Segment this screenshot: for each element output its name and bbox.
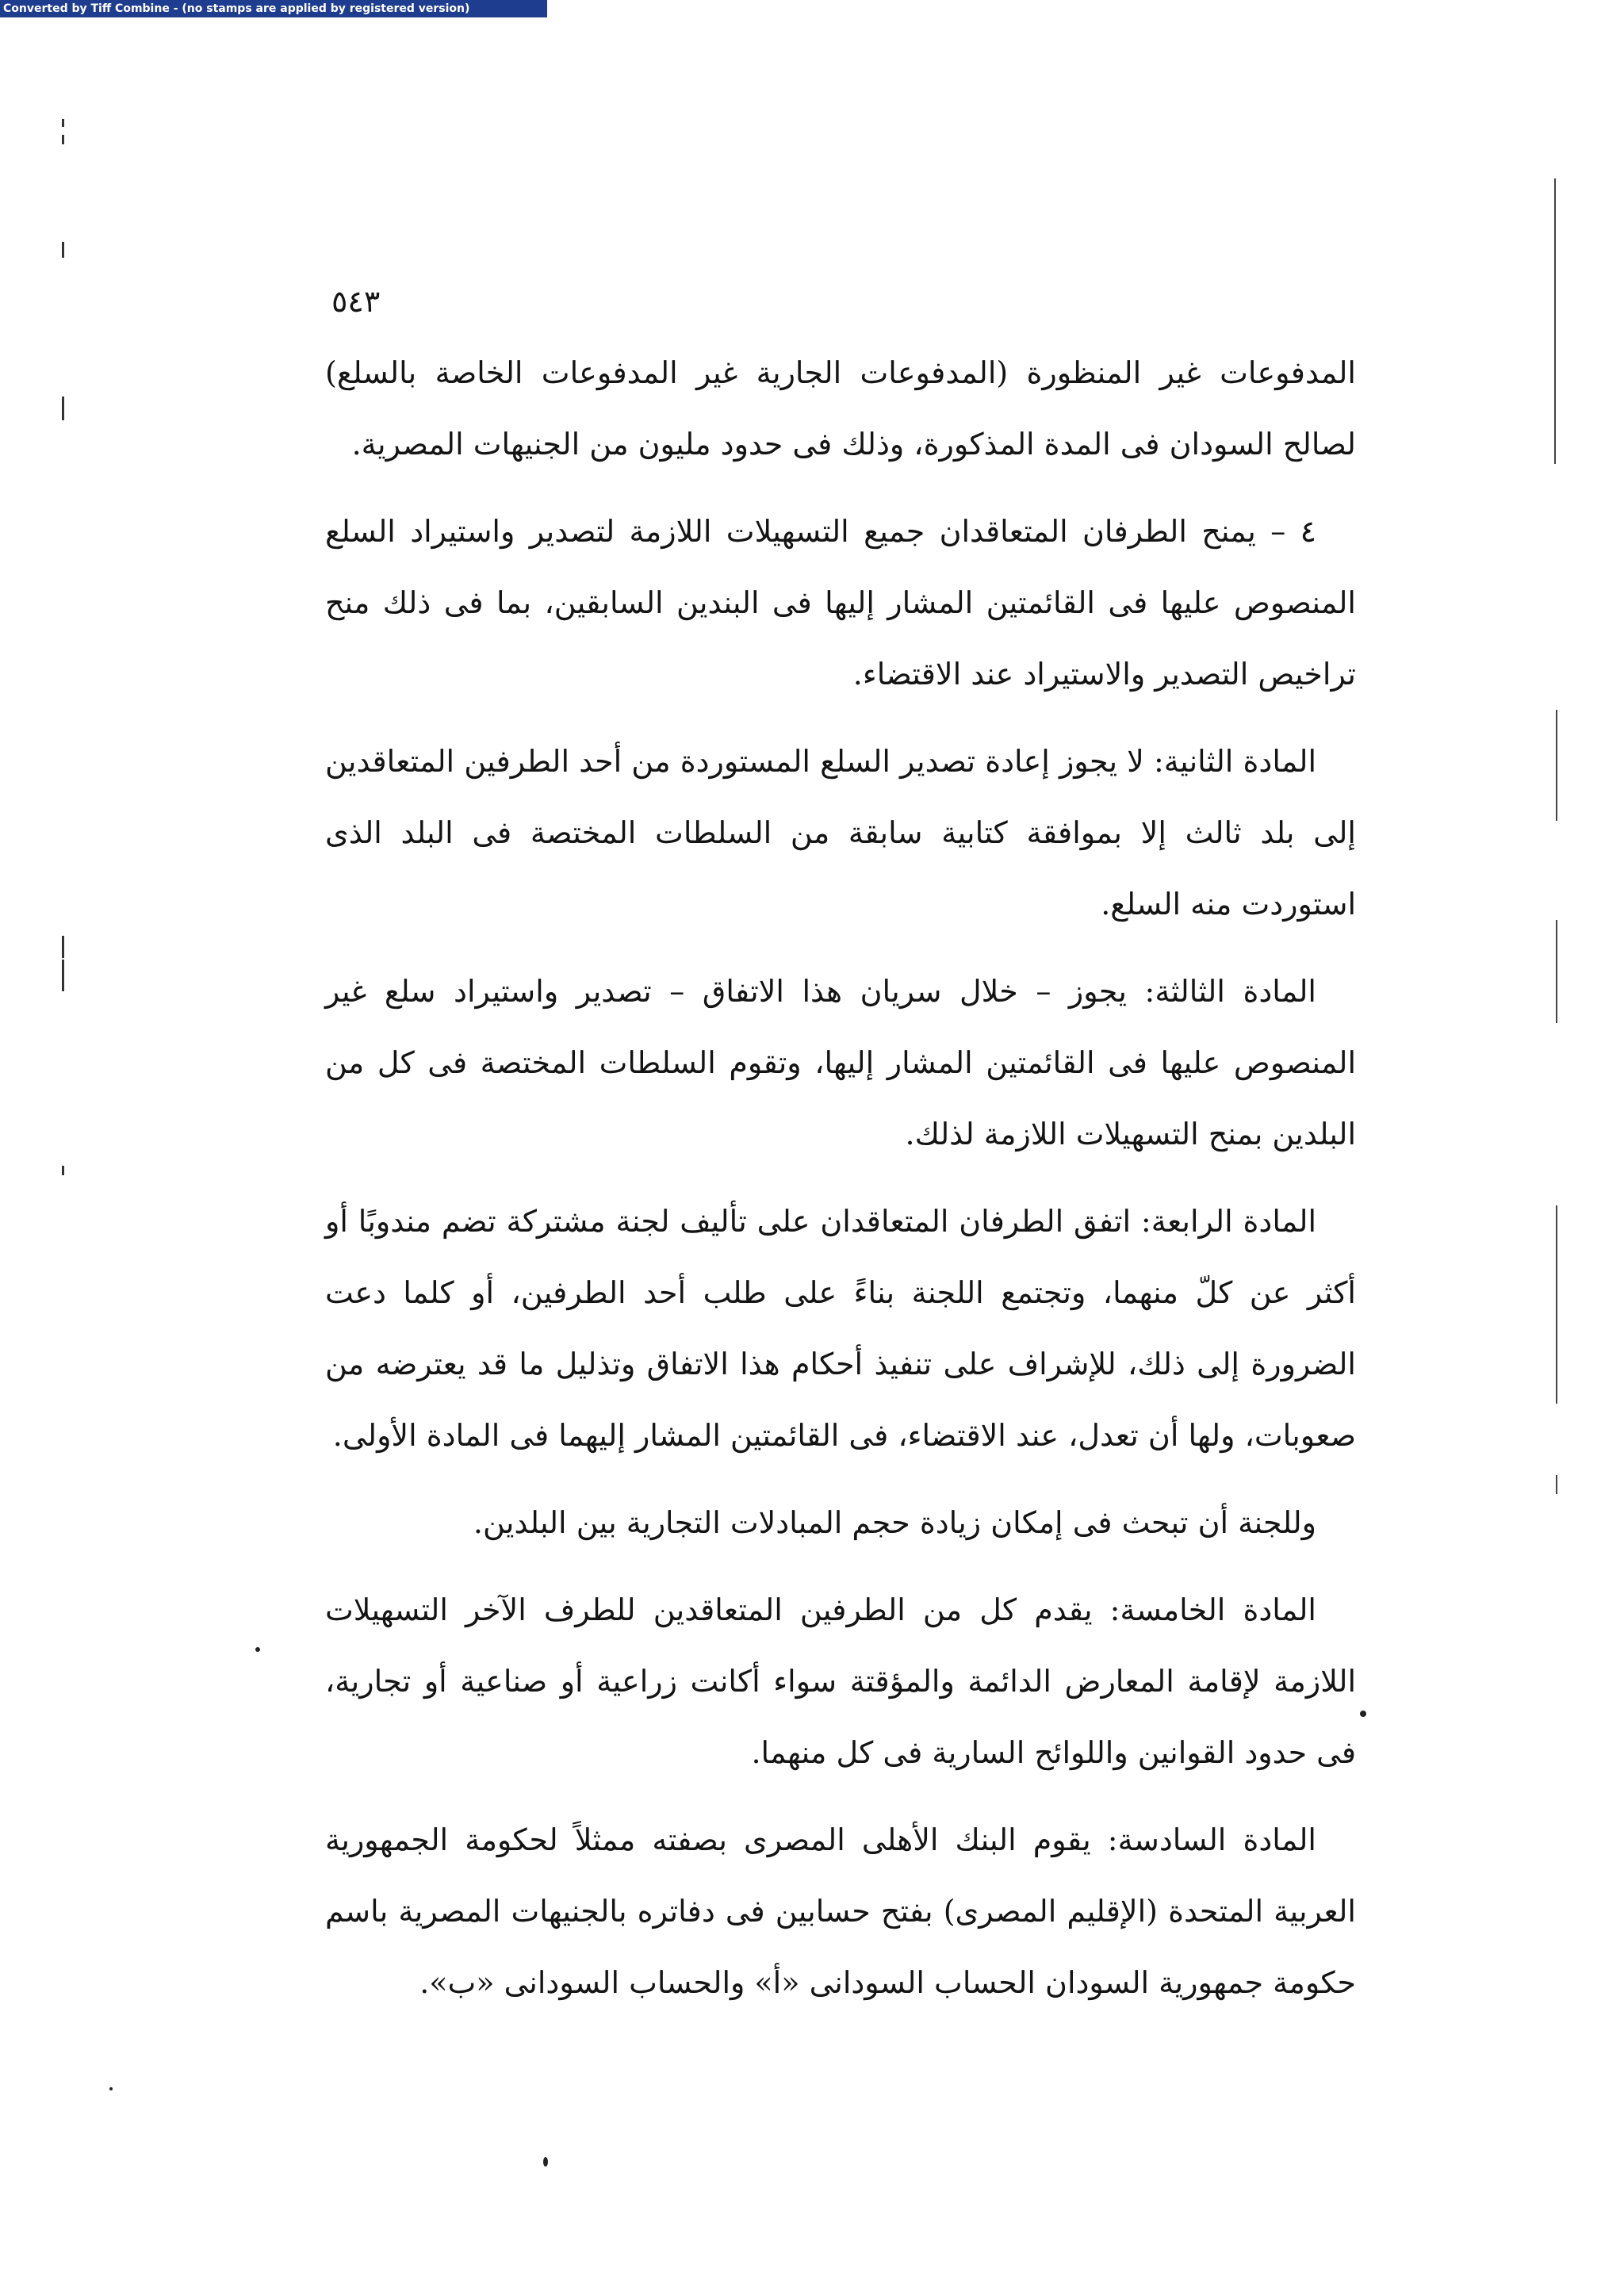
margin-rule xyxy=(1556,1205,1557,1404)
document-body xyxy=(325,337,1356,2018)
scan-speck xyxy=(62,936,64,958)
margin-rule xyxy=(1556,920,1557,1023)
margin-rule xyxy=(1554,178,1556,464)
margin-rule xyxy=(1556,710,1557,821)
scan-speck xyxy=(62,397,64,420)
scan-dot xyxy=(543,2157,548,2167)
page-number: ٥٤٣ xyxy=(331,284,381,319)
scan-speck xyxy=(62,119,64,127)
paragraph-committee: وللجنة أن تبحث فى إمكان زيادة حجم المبادلات التجارية بين البلدين. xyxy=(473,1505,1316,1540)
scan-speck xyxy=(62,135,64,144)
scan-speck xyxy=(62,1166,64,1175)
margin-rule xyxy=(1556,1475,1557,1494)
paragraph-payments: المدفوعات غير المنظورة (المدفوعات الجارية غير المدفوعات الخاصة بالسلع) لصالح السودان فى المدة المذكورة، وذلك فى حدود مليون من الجنيهات المصرية. xyxy=(325,355,1356,462)
paragraph-article-6: المادة السادسة: يقوم البنك الأهلى المصرى بصفته ممثلاً لحكومة الجمهورية العربية المتحدة (الإقليم المصرى) بفتح حسابين فى دفاتره بالجنيهات المصرية باسم حكومة جمهورية السودان الحساب السودانى «أ» والحساب السودانى «ب». xyxy=(325,1822,1356,2000)
paragraph-article-5: المادة الخامسة: يقدم كل من الطرفين المتعاقدين للطرف الآخر التسهيلات اللازمة لإقامة المعارض الدائمة والمؤقتة سواء أكانت زراعية أو صناعية أو تجارية، فى حدود القوانين واللوائح السارية فى كل منهما. xyxy=(325,1592,1356,1770)
scan-dot xyxy=(255,1647,260,1652)
converter-banner: Converted by Tiff Combine - (no stamps are applied by registered version) xyxy=(0,0,547,17)
scan-speck xyxy=(62,960,64,991)
scan-dot xyxy=(1360,1711,1366,1717)
scan-speck xyxy=(62,242,64,258)
paragraph-article-2: المادة الثانية: لا يجوز إعادة تصدير السلع المستوردة من أحد الطرفين المتعاقدين إلى بلد ثالث إلا بموافقة كتابية سابقة من السلطات المختصة فى البلد الذى استوردت منه السلع. xyxy=(325,744,1356,922)
paragraph-article-4: المادة الرابعة: اتفق الطرفان المتعاقدان على تأليف لجنة مشتركة تضم مندوبًا أو أكثر عن كلّ منهما، وتجتمع اللجنة بناءً على طلب أحد الطرفين، أو كلما دعت الضرورة إلى ذلك، للإشراف على تنفيذ أحكام هذا الاتفاق وتذليل ما قد يعترضه من صعوبات، ولها أن تعدل، عند الاقتضاء، فى القائمتين المشار إليهما فى المادة الأولى. xyxy=(325,1204,1356,1453)
scan-dot xyxy=(109,2087,113,2090)
paragraph-article-3: المادة الثالثة: يجوز – خلال سريان هذا الاتفاق – تصدير واستيراد سلع غير المنصوص عليها فى القائمتين المشار إليها، وتقوم السلطات المختصة فى كل من البلدين بمنح التسهيلات اللازمة لذلك. xyxy=(325,974,1356,1151)
paragraph-clause-4: ٤ – يمنح الطرفان المتعاقدان جميع التسهيلات اللازمة لتصدير واستيراد السلع المنصوص عليها فى القائمتين المشار إليها فى البندين السابقين، بما فى ذلك منح تراخيص التصدير والاستيراد عند الاقتضاء. xyxy=(325,514,1356,692)
